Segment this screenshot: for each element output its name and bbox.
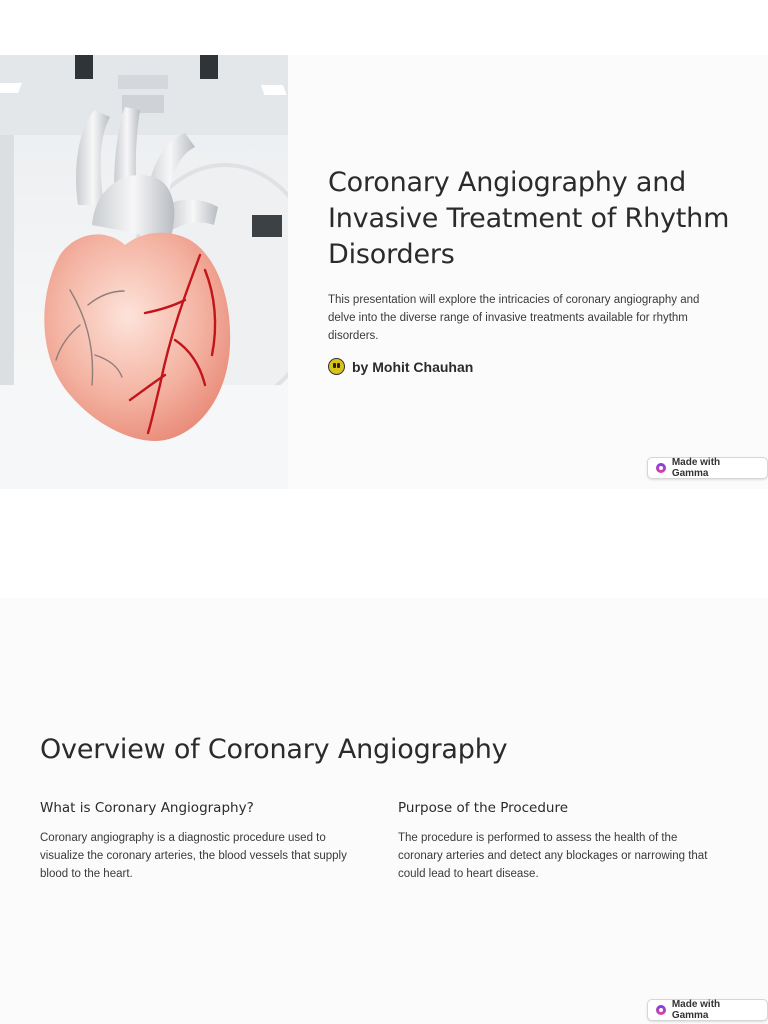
column-heading: Purpose of the Procedure xyxy=(398,800,569,816)
author-byline xyxy=(328,358,473,375)
purpose-column xyxy=(398,799,718,883)
title-slide xyxy=(0,55,768,489)
column-text: Coronary angiography is a diagnostic procedure used to visualize the coronary arteries, the blood vessels that supply blood to the heart. xyxy=(40,832,347,880)
column-heading: What is Coronary Angiography? xyxy=(40,800,254,816)
overview-slide xyxy=(0,598,768,1024)
heart-illustration xyxy=(0,55,288,489)
what-is-column xyxy=(40,799,360,883)
overview-title: Overview of Coronary Angiography xyxy=(40,734,508,765)
made-with-gamma-button[interactable] xyxy=(647,999,768,1021)
author-name: by Mohit Chauhan xyxy=(352,358,474,375)
author-avatar xyxy=(328,358,345,375)
slide-description: This presentation will explore the intricacies of coronary angiography and delve into the diverse range of invasive treatments available for rhythm disorders. xyxy=(328,294,700,342)
badge-label: Made with Gamma xyxy=(671,999,721,1021)
badge-label: Made with Gamma xyxy=(671,457,721,479)
made-with-gamma-button[interactable] xyxy=(647,457,768,479)
gamma-logo-icon xyxy=(656,1005,666,1015)
gamma-logo-icon xyxy=(656,463,666,473)
slide-title: Coronary Angiography and Invasive Treatment of Rhythm Disorders xyxy=(328,167,730,270)
column-text: The procedure is performed to assess the health of the coronary arteries and detect any blockages or narrowing that could lead to heart disease. xyxy=(398,832,708,880)
